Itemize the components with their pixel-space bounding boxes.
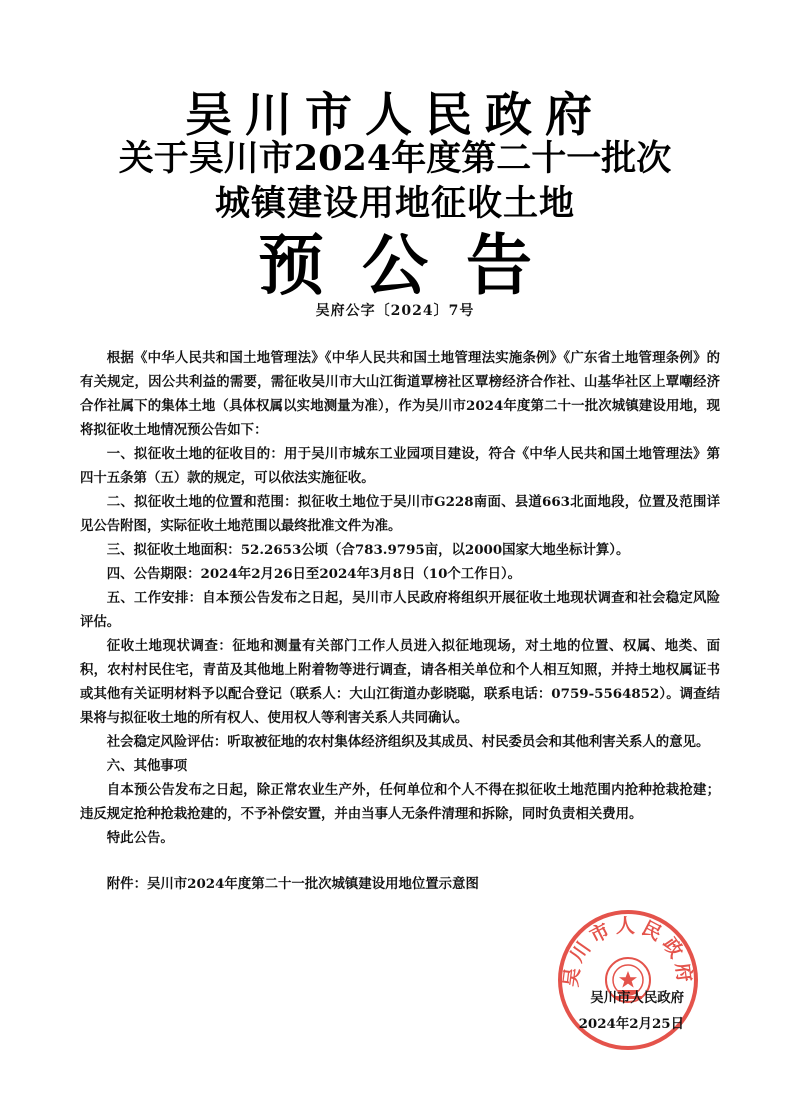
document-number: 吴府公字〔2024〕7号 (315, 303, 475, 319)
document-body (80, 346, 720, 896)
signature-block (579, 985, 684, 1037)
signature-date: 2024年2月25日 (578, 1016, 684, 1032)
paragraph-intro: 根据《中华人民共和国土地管理法》《中华人民共和国土地管理法实施条例》《广东省土地管理条例》的有关规定，因公共利益的需要，需征收吴川市大山江街道覃榜社区覃榜经济合作社、山基华社区上覃嘲经济合作社属下的集体土地（具体权属以实地测量为准），作为吴川市2024年度第二十一批次城镇建设用地，现将拟征收土地情况预公告如下： (80, 350, 720, 438)
document-type-title: 预公告 (258, 226, 570, 304)
paragraph-period: 四、公告期限：2024年2月26日至2024年3月8日（10个工作日）。 (106, 566, 522, 582)
issuer-title: 吴川市人民政府 (185, 88, 605, 143)
subject-line-1: 关于吴川市2024年度第二十一批次 (118, 138, 672, 179)
subject-line-2: 城镇建设用地征收土地 (214, 183, 575, 224)
seal-text: 吴川市人民政府 (560, 915, 696, 989)
paragraph-closing: 特此公告。 (106, 830, 174, 846)
signature-issuer: 吴川市人民政府 (590, 990, 684, 1006)
paragraph-purpose: 一、拟征收土地的征收目的：用于吴川市城东工业园项目建设，符合《中华人民共和国土地管理法》第四十五条第（五）款的规定，可以依法实施征收。 (80, 446, 720, 486)
paragraph-risk-assessment: 社会稳定风险评估：听取被征地的农村集体经济组织及其成员、村民委员会和其他利害关系人的意见。 (106, 734, 710, 750)
paragraph-survey: 征收土地现状调查：征地和测量有关部门工作人员进入拟征地现场，对土地的位置、权属、地类、面积，农村村民住宅，青苗及其他地上附着物等进行调查，请各相关单位和个人相互知照，并持土地权属证书或其他有关证明材料予以配合登记（联系人：大山江街道办彭晓聪，联系电话：0759-5564852）。调查结果将与拟征收土地的所有权人、使用权人等利害关系人共同确认。 (80, 638, 720, 726)
paragraph-area: 三、拟征收土地面积：52.2653公顷（合783.9795亩，以2000国家大地坐标计算）。 (106, 542, 630, 558)
paragraph-work-arrangement: 五、工作安排：自本预公告发布之日起，吴川市人民政府将组织开展征收土地现状调查和社会稳定风险评估。 (80, 590, 720, 630)
paragraph-other-matters: 自本预公告发布之日起，除正常农业生产外，任何单位和个人不得在拟征收土地范围内抢种抢栽抢建；违反规定抢种抢栽抢建的，不予补偿安置，并由当事人无条件清理和拆除，同时负责相关费用。 (80, 782, 720, 822)
paragraph-location: 二、拟征收土地的位置和范围：拟征收土地位于吴川市G228南面、县道663北面地段，位置及范围详见公告附图，实际征收土地范围以最终批准文件为准。 (80, 494, 720, 534)
attachment-line: 附件：吴川市2024年度第二十一批次城镇建设用地位置示意图 (106, 876, 479, 892)
paragraph-other-heading: 六、其他事项 (106, 758, 188, 774)
